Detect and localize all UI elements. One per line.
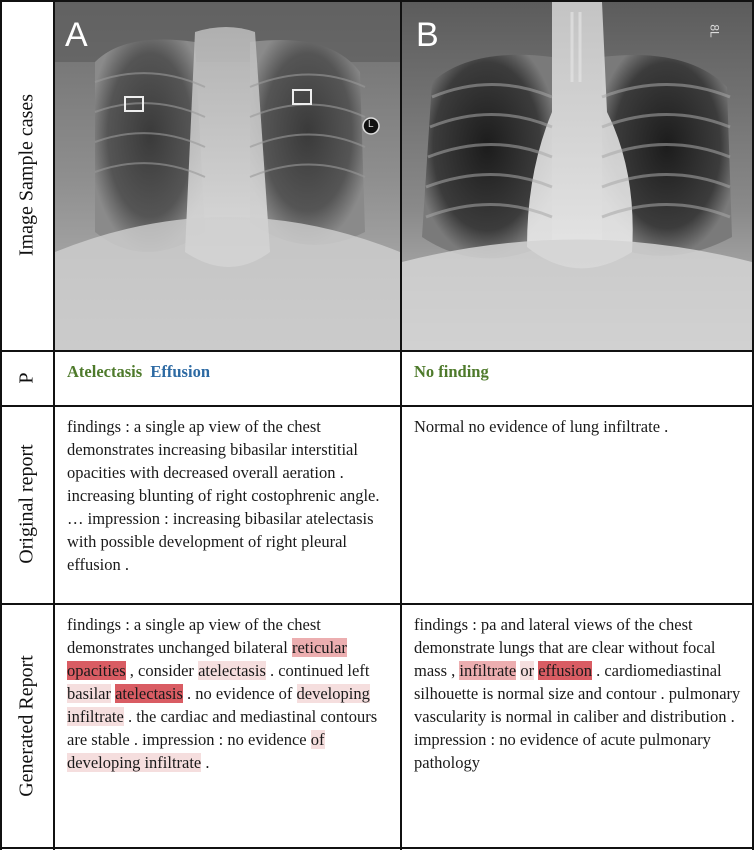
prediction-cell-b [402,352,752,405]
highlight-word: or [520,661,535,680]
report-text: . continued left [269,661,370,680]
original-report-b [402,407,752,603]
highlight-word: opacities [67,661,126,680]
side-marker-b: 8L [707,24,722,38]
report-text: . no evidence of [187,684,293,703]
highlight-word: effusion [538,661,592,680]
report-text: . [205,753,210,772]
generated-report-a [55,605,400,847]
label-effusion: Effusion [150,362,210,381]
panel-label-b: B [416,16,439,54]
report-text: findings : a single ap view of the chest demonstrates unchanged bilateral [67,615,321,657]
highlight-word: of developing infiltrate [67,730,325,772]
highlight-word: basilar [67,684,111,703]
highlight-word: atelectasis [198,661,266,680]
label-no-finding: No finding [414,362,489,381]
table-border-bottom [0,847,754,849]
original-report-a [55,407,400,603]
report-text: , consider [129,661,194,680]
report-text: . the cardiac and mediastinal contours are stable . impression : no evidence [67,707,378,749]
report-text: . cardiomediastinal silhouette is normal size and contour . pulmonary vascularity is normal in caliber and distribution . impression : no evidence of acute pulmonary pathology [414,661,741,772]
row-label-generated: Generated Report [15,654,38,797]
side-marker-a: L [368,119,374,130]
highlight-word: developing infiltrate [67,684,370,726]
generated-report-b [402,605,752,847]
xray-image-a [55,2,400,350]
original-report-b-text: Normal no evidence of lung infiltrate . [414,417,669,436]
panel-label-a: A [65,16,88,54]
highlight-word: infiltrate [459,661,517,680]
row-label-original: Original report [15,444,38,564]
report-text: findings : pa and lateral views of the chest demonstrate lungs that are clear without focal mass , [414,615,716,680]
prediction-cell-a [55,352,400,405]
xray-image-b [402,2,752,350]
highlight-word: atelectasis [115,684,183,703]
row-label-images: Image Sample cases [15,93,38,257]
label-atelectasis: Atelectasis [67,362,143,381]
row-label-prediction: P [15,371,38,384]
highlight-word: reticular [291,638,347,657]
original-report-a-text: findings : a single ap view of the chest demonstrates increasing bibasilar interstitial opacities with decreased overall aeration . increasing blunting of right costophrenic angle. … impression : increasing bibasilar atelectasis with possible development of right pleural effusion . [67,417,380,574]
